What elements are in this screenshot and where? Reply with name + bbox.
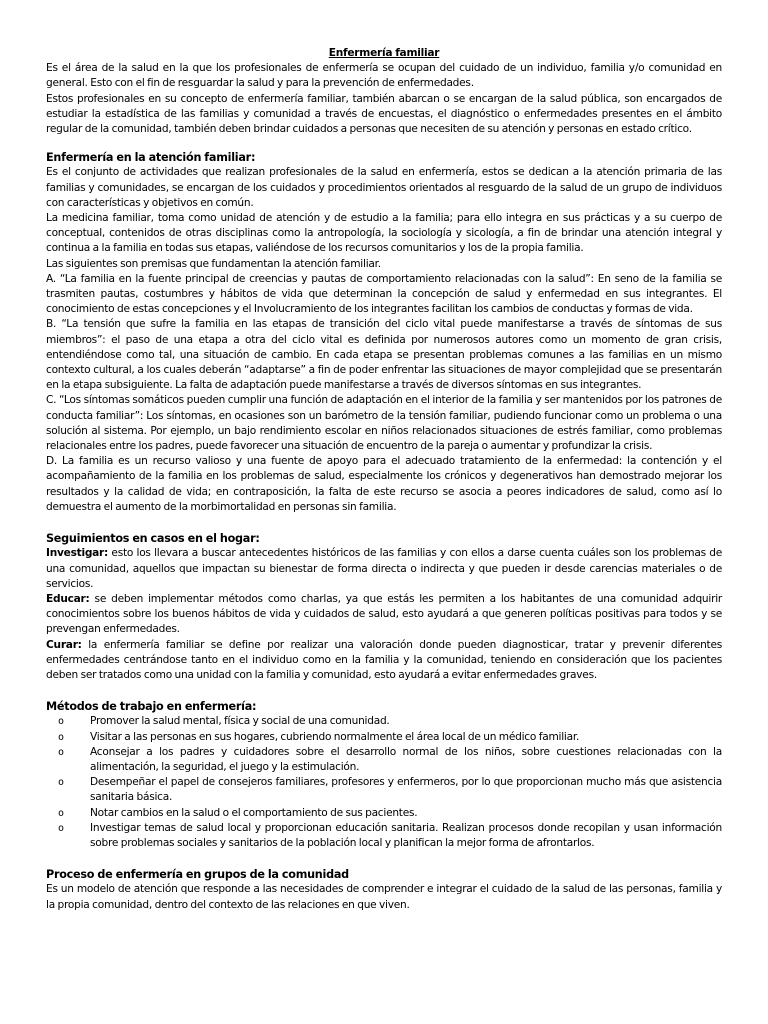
seguimiento-item (46, 546, 722, 592)
bullet-icon: o (58, 746, 64, 758)
term-label: Curar: (46, 638, 82, 651)
term-label: Investigar: (46, 547, 109, 560)
premise-c: C. “Los síntomas somáticos pueden cumplir una función de adaptación en el interior de la familia y ser mantenidos por los patrones de conducta familiar”: Los síntomas, en ocasiones son un barómetro de la tensión familiar, pudiendo funcionar como un problema o una solución al sistema. Por ejemplo, un bajo rendimiento escolar en niños relacionados situaciones de estrés familiar, como problemas relacionales entre los padres, puede favorecer una situación de encuentro de la pareja o aumentar y profundizar la crisis. (46, 394, 722, 453)
list-item: o Aconsejar a los padres y cuidadores sobre el desarrollo normal de los niños, sobre cuestiones relacionadas con la alimentación, la seguridad, el juego y la estimulación. (58, 745, 722, 773)
premise-d: D. La familia es un recurso valioso y una fuente de apoyo para el adecuado tratamiento de la enfermedad: la contención y el acompañamiento de la familia en los problemas de salud, especialmente los crónicos y degenerativos han demostrado mejorar los resultados y la calidad de vida; en contraposición, la falta de este recurso se asocia a peores indicadores de salud, como así lo demuestra el aumento de la morbimortalidad en personas sin familia. (46, 455, 722, 513)
term-text: se deben implementar métodos como charlas, ya que estás les permiten a los habitantes de una comunidad adquirir conocimientos sobre los buenos hábitos de vida y cuidados de salud, esto ayudará a que generen políticas positivas para todos y se prevengan enfermedades. (46, 592, 722, 636)
seguimiento-item (46, 592, 722, 638)
premise-a: A. “La familia en la fuente principal de creencias y pautas de comportamiento relacionadas con la salud”: En seno de la familia se trasmiten pautas, costumbres y hábitos de vida que determinan la concepción de salud y enfermedad en sus integrantes. El conocimiento de estas concepciones y el Involucramiento de los integrantes facilitan los cambios de conductas y formas de vida. (46, 272, 722, 316)
term-label: Educar: (46, 592, 90, 605)
body-paragraph: Es un modelo de atención que responde a las necesidades de comprender e integrar el cuidado de la salud de las personas, familia y la propia comunidad, dentro del contexto de las relaciones en que viven. (46, 883, 722, 911)
bullet-icon: o (58, 807, 64, 819)
list-item: o Desempeñar el papel de consejeros familiares, profesores y enfermeros, por lo que proporcionan mucho más que asistencia sanitaria básica. (58, 776, 722, 804)
bullet-icon: o (58, 822, 64, 834)
seguimiento-item (46, 638, 722, 684)
section-heading-atencion-familiar: Enfermería en la atención familiar: (46, 151, 256, 165)
list-item: o Notar cambios en la salud o el comportamiento de sus pacientes. (46, 806, 722, 821)
section-heading-metodos: Métodos de trabajo en enfermería: (46, 700, 257, 714)
section-heading-proceso: Proceso de enfermería en grupos de la comunidad (46, 868, 349, 882)
body-paragraph: Las siguientes son premisas que fundamentan la atención familiar. (46, 257, 381, 270)
list-item: o Visitar a las personas en sus hogares, cubriendo normalmente el área local de un médico familiar. (46, 730, 722, 745)
bullet-icon: o (58, 777, 64, 789)
intro-paragraph: Es el área de la salud en la que los profesionales de enfermería se ocupan del cuidado de un individuo, familia y/o comunidad en general. Esto con el fin de resguardar la salud y para la prevención de enfermedades. (46, 62, 722, 90)
premise-b: B. “La tensión que sufre la familia en las etapas de transición del ciclo vital puede manifestarse a través de síntomas de sus miembros”: el paso de una etapa a otra del ciclo vital es definida por numerosos autores como un momento de gran crisis, entendiéndose como tal, una situación de cambio. En cada etapa se presentan problemas comunes a las familias en un mismo contexto cultural, a los cuales deberán “adaptarse” a fin de poder enfrentar las situaciones de mayor complejidad que se presentarán en la etapa subsiguiente. La falta de adaptación puede manifestarse a través de diversos síntomas en sus integrantes. (46, 318, 722, 392)
document-title: Enfermería familiar (328, 47, 440, 59)
bullet-icon: o (58, 716, 64, 728)
list-item: o Promover la salud mental, física y social de una comunidad. (46, 714, 722, 729)
body-paragraph: Es el conjunto de actividades que realizan profesionales de la salud en enfermería, estos se dedican a la atención primaria de las familias y comunidades, se encargan de los cuidados y procedimientos orientados al resguardo de la salud de un grupo de individuos con características y objetivos en común. (46, 166, 722, 209)
term-text: la enfermería familiar se define por realizar una valoración donde pueden diagnosticar, tratar y prevenir diferentes enfermedades centrándose tanto en el individuo como en la familia y la comunidad, teniendo en consideración que los pacientes deben ser tratados como una unidad con la familia y comunidad, esto ayudará a evitar enfermedades graves. (46, 638, 722, 681)
bullet-icon: o (58, 731, 64, 743)
term-text: esto los llevara a buscar antecedentes históricos de las familias y con ellos a darse cuenta cuáles son los problemas de una comunidad, aquellos que impactan su bienestar de forma directa o indirecta y que pueden ir desde carencias materiales o de servicios. (46, 547, 722, 590)
intro-paragraph: Estos profesionales en su concepto de enfermería familiar, también abarcan o se encargan de la salud pública, son encargados de estudiar la estadística de las familias y comunidad a través de encuestas, el diagnóstico o enfermedades presentes en el ámbito regular de la comunidad, también deben brindar cuidados a personas que necesiten de su atención y personas en estado crítico. (46, 92, 722, 136)
list-item: o Investigar temas de salud local y proporcionan educación sanitaria. Realizan procesos donde recopilan y usan información sobre problemas sociales y sanitarios de la población local y planifican la mejor forma de afrontarlos. (58, 821, 722, 849)
body-paragraph: La medicina familiar, toma como unidad de atención y de estudio a la familia; para ello integra en sus prácticas y a su cuerpo de conceptual, contenidos de otras disciplinas como la antropología, la sociología y sicología, a fin de brindar una atención integral y continua a la familia en todas sus etapas, valiéndose de los recursos comunitarios y los de la propia familia. (46, 212, 722, 255)
section-heading-seguimientos: Seguimientos en casos en el hogar: (46, 532, 260, 546)
metodos-list (46, 714, 722, 851)
